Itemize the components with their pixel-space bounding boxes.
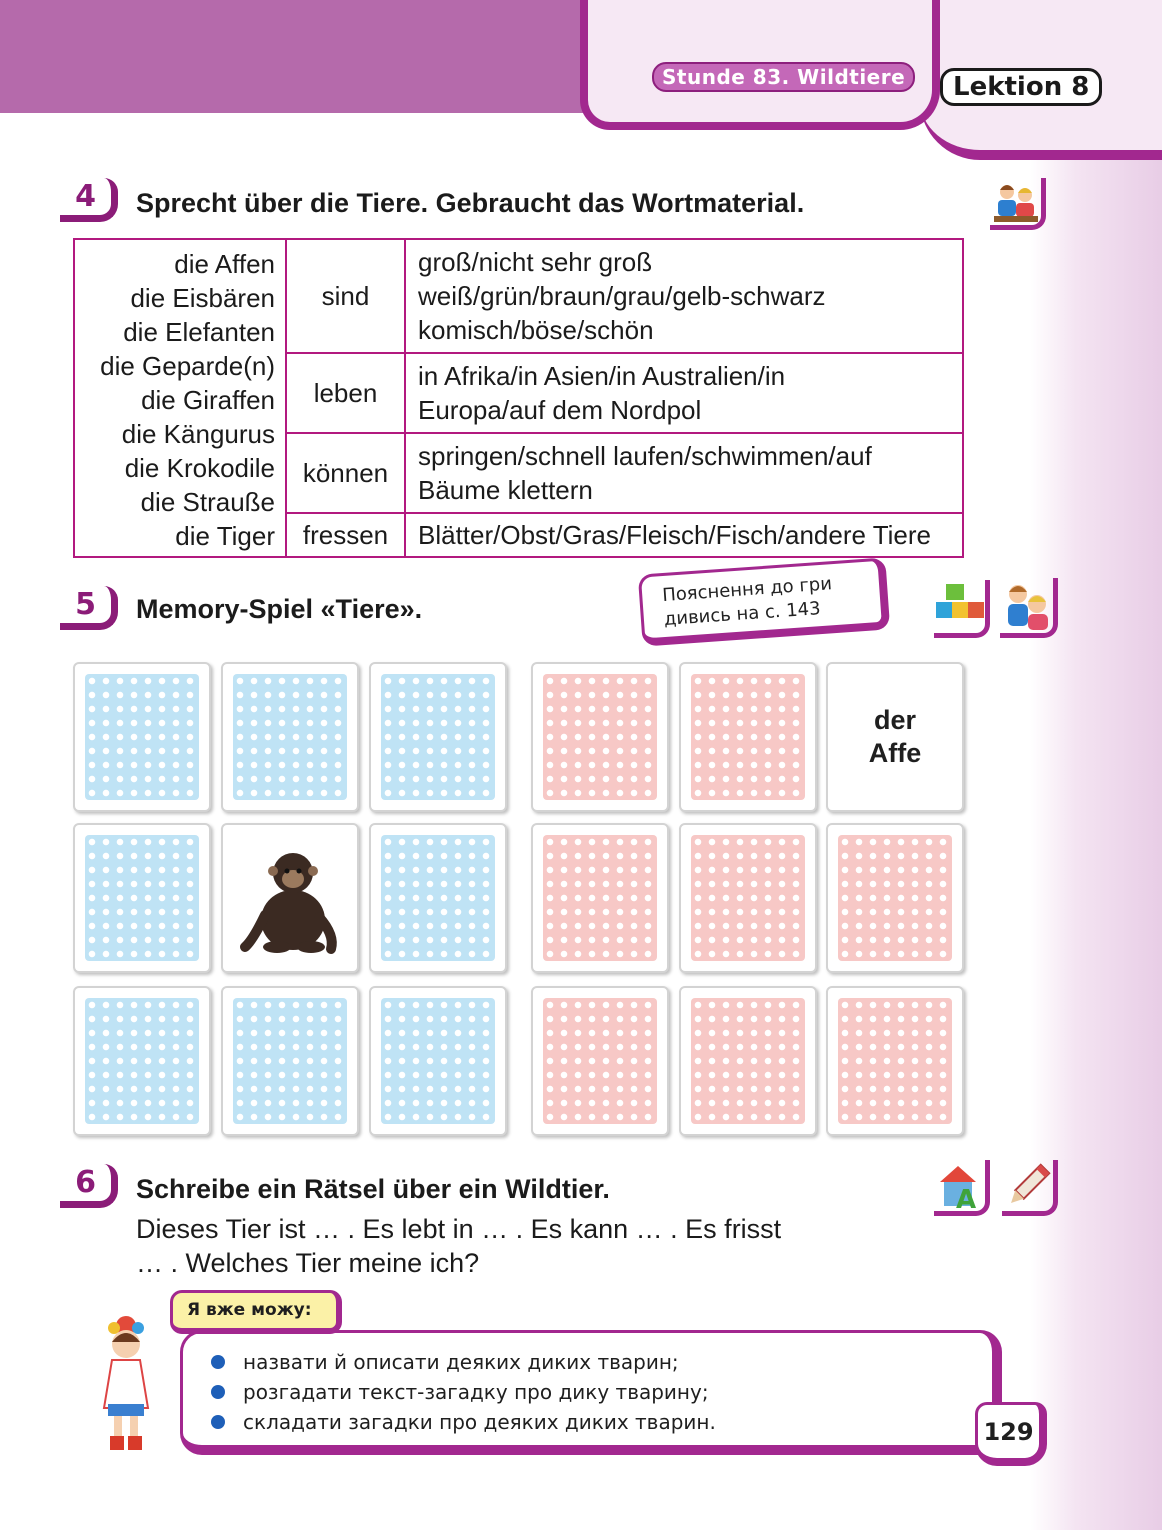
- animal-item: die Elefanten: [123, 317, 275, 347]
- complement-line: Europa/auf dem Nordpol: [418, 395, 702, 425]
- page-number: 129: [975, 1402, 1047, 1466]
- exercise-number-4: 4: [60, 178, 118, 222]
- complement-line: Bäume klettern: [418, 475, 593, 505]
- pair-work-icon: [990, 178, 1046, 230]
- verb-cell: können: [286, 433, 405, 513]
- bullet-icon: [211, 1355, 225, 1369]
- bullet-icon: [211, 1385, 225, 1399]
- complement-line: komisch/böse/schön: [418, 315, 654, 345]
- animal-item: die Giraffen: [141, 385, 275, 415]
- riddle-line: Dieses Tier ist … . Es lebt in … . Es kann … . Es frisst: [136, 1214, 782, 1244]
- header-band: [0, 0, 640, 113]
- memory-card[interactable]: [221, 662, 359, 812]
- animal-item: die Geparde(n): [100, 351, 275, 381]
- bullet-icon: [211, 1415, 225, 1429]
- animal-item: die Kängurus: [121, 419, 275, 449]
- can-do-item: [207, 1347, 992, 1377]
- lesson-title: Stunde 83. Wildtiere: [652, 62, 915, 92]
- monkey-illustration: [223, 825, 357, 971]
- cards-icon: [934, 580, 990, 638]
- animals-column: [74, 239, 286, 557]
- animal-item: die Eisbären: [130, 283, 275, 313]
- memory-card[interactable]: [679, 662, 817, 812]
- memory-card[interactable]: [531, 986, 669, 1136]
- svg-text:A: A: [956, 1185, 977, 1212]
- memory-card[interactable]: [73, 986, 211, 1136]
- game-note-line: Пояснення до гри: [661, 573, 833, 607]
- complement-cell: [405, 353, 963, 433]
- pair-work-icon: [1000, 578, 1058, 638]
- complement-cell: [405, 239, 963, 353]
- memory-card[interactable]: [369, 823, 507, 973]
- complement-cell: [405, 433, 963, 513]
- can-do-item: [207, 1377, 992, 1407]
- animal-item: die Affen: [174, 249, 275, 279]
- word-card-article: der: [873, 705, 917, 735]
- can-do-text: назвати й описати деяких диких тварин;: [243, 1350, 679, 1374]
- exercise-number-6: 6: [60, 1164, 118, 1208]
- verb-cell: sind: [286, 239, 405, 353]
- chapter-badge: Lektion 8: [940, 68, 1102, 106]
- memory-card[interactable]: [221, 986, 359, 1136]
- complement-line: Blätter/Obst/Gras/Fleisch/Fisch/andere Tiere: [418, 520, 931, 550]
- can-do-text: складати загадки про деяких диких тварин.: [243, 1410, 716, 1434]
- pencil-icon: [1002, 1160, 1058, 1216]
- complement-line: groß/nicht sehr groß: [418, 247, 653, 277]
- complement-line: weiß/grün/braun/grau/gelb-schwarz: [418, 281, 826, 311]
- complement-line: springen/schnell laufen/schwimmen/auf: [418, 441, 872, 471]
- memory-card[interactable]: [826, 823, 964, 973]
- can-do-text: розгадати текст-загадку про дику тварину;: [243, 1380, 709, 1404]
- word-material-table: [73, 238, 964, 558]
- memory-card[interactable]: [531, 662, 669, 812]
- word-card-noun: Affe: [868, 738, 922, 768]
- verb-cell: leben: [286, 353, 405, 433]
- memory-card[interactable]: [826, 986, 964, 1136]
- right-margin-band: [1030, 0, 1162, 1530]
- exercise-6-text: [136, 1212, 892, 1280]
- memory-card-word[interactable]: [826, 662, 964, 812]
- memory-card[interactable]: [679, 823, 817, 973]
- memory-card[interactable]: [73, 662, 211, 812]
- can-do-label: Я вже можу:: [170, 1290, 342, 1334]
- riddle-line: … . Welches Tier meine ich?: [136, 1248, 480, 1278]
- memory-card[interactable]: [679, 986, 817, 1136]
- exercise-number-5: 5: [60, 586, 118, 630]
- complement-line: in Afrika/in Asien/in Australien/in: [418, 361, 786, 391]
- animal-item: die Tiger: [175, 521, 275, 551]
- house-letter-icon: [934, 1160, 990, 1216]
- memory-card[interactable]: [369, 662, 507, 812]
- memory-card[interactable]: [73, 823, 211, 973]
- memory-card[interactable]: [531, 823, 669, 973]
- animal-item: die Strauße: [140, 487, 275, 517]
- can-do-box: [180, 1330, 1002, 1455]
- memory-card-monkey[interactable]: [221, 823, 359, 973]
- complement-cell: [405, 513, 963, 557]
- memory-card[interactable]: [369, 986, 507, 1136]
- exercise-4-title: Sprecht über die Tiere. Gebraucht das Wortmaterial.: [136, 188, 805, 218]
- game-note-line: дивись на с. 143: [663, 598, 822, 630]
- exercise-6-title: Schreibe ein Rätsel über ein Wildtier.: [136, 1174, 610, 1204]
- animal-item: die Krokodile: [124, 453, 275, 483]
- verb-cell: fressen: [286, 513, 405, 557]
- can-do-item: [207, 1407, 992, 1437]
- girl-illustration: [78, 1308, 178, 1458]
- game-note: [638, 557, 890, 646]
- exercise-5-title: Memory-Spiel «Tiere».: [136, 594, 423, 624]
